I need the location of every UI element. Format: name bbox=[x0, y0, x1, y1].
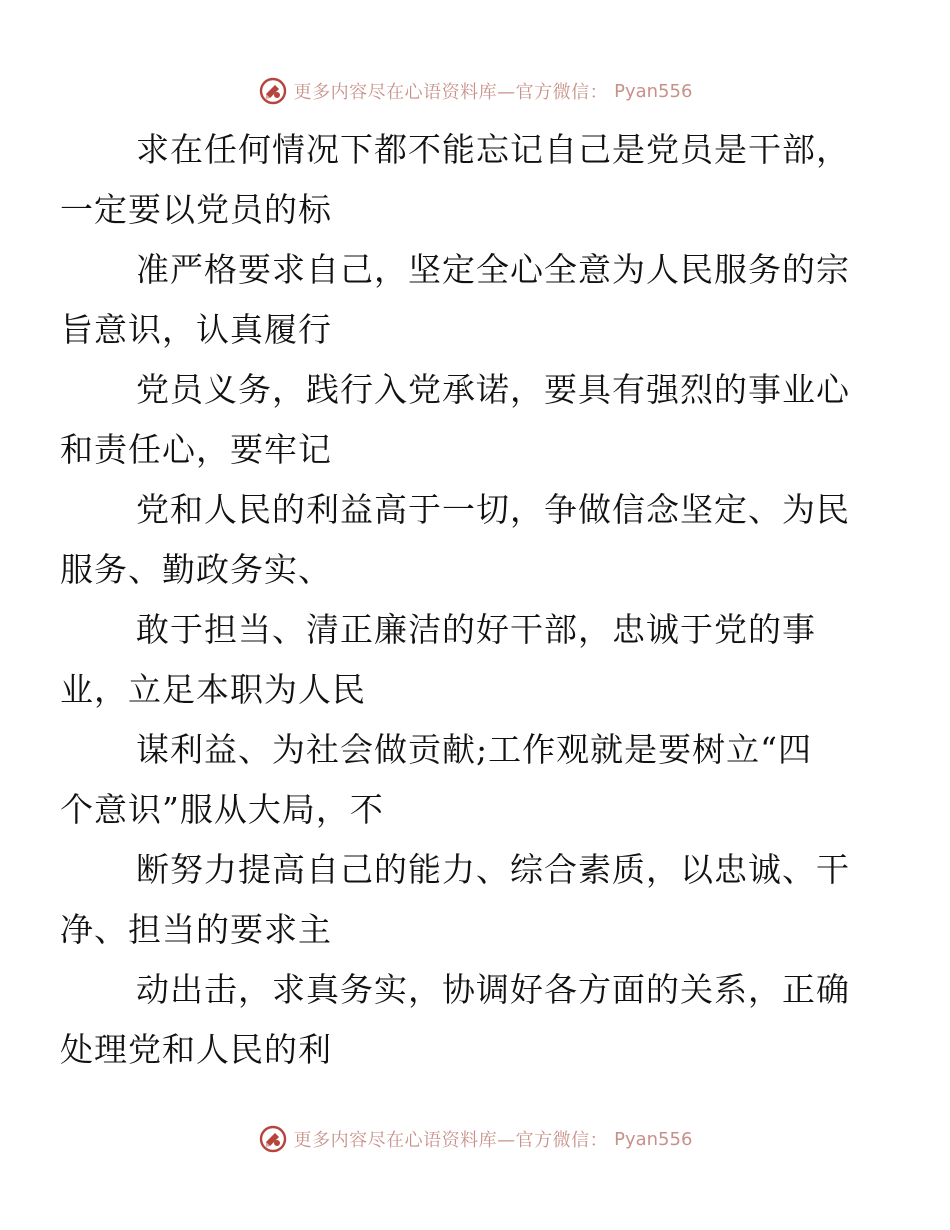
footer-watermark bbox=[0, 1119, 950, 1159]
text-line: 断努力提高自己的能力、综合素质，以忠诚、干 bbox=[136, 850, 850, 889]
paragraph bbox=[60, 720, 858, 840]
text-line: 动出击，求真务实，协调好各方面的关系，正确 bbox=[136, 970, 850, 1009]
text-line: 净、担当的要求主 bbox=[60, 910, 332, 949]
watermark-wechat-id: Pyan556 bbox=[614, 80, 693, 102]
document-body bbox=[60, 120, 858, 1080]
text-line: 服务、勤政务实、 bbox=[60, 550, 332, 589]
text-line: 和责任心，要牢记 bbox=[60, 430, 332, 469]
text-line: 敢于担当、清正廉洁的好干部，忠诚于党的事 bbox=[136, 610, 816, 649]
text-line: 党和人民的利益高于一切，争做信念坚定、为民 bbox=[136, 490, 850, 529]
paragraph bbox=[60, 480, 858, 600]
paragraph bbox=[60, 960, 858, 1080]
text-line: 党员义务，践行入党承诺，要具有强烈的事业心 bbox=[136, 370, 850, 409]
text-line: 个意识”服从大局，不 bbox=[60, 790, 384, 829]
paragraph bbox=[60, 120, 858, 240]
watermark-text: 更多内容尽在心语资料库—官方微信： bbox=[293, 1130, 609, 1151]
text-line: 求在任何情况下都不能忘记自己是党员是干部， bbox=[136, 130, 850, 169]
text-line: 业，立足本职为人民 bbox=[60, 670, 366, 709]
paragraph bbox=[60, 360, 858, 480]
watermark-text: 更多内容尽在心语资料库—官方微信： bbox=[293, 82, 609, 103]
book-pen-icon bbox=[258, 1124, 288, 1154]
text-line: 准严格要求自己，坚定全心全意为人民服务的宗 bbox=[136, 250, 850, 289]
text-line: 旨意识，认真履行 bbox=[60, 310, 332, 349]
paragraph bbox=[60, 600, 858, 720]
book-pen-icon bbox=[258, 76, 288, 106]
watermark-wechat-id: Pyan556 bbox=[614, 1128, 693, 1150]
text-line: 一定要以党员的标 bbox=[60, 190, 332, 229]
text-line: 谋利益、为社会做贡献;工作观就是要树立“四 bbox=[136, 730, 812, 769]
text-line: 处理党和人民的利 bbox=[60, 1030, 332, 1069]
paragraph bbox=[60, 840, 858, 960]
header-watermark bbox=[0, 71, 950, 111]
paragraph bbox=[60, 240, 858, 360]
